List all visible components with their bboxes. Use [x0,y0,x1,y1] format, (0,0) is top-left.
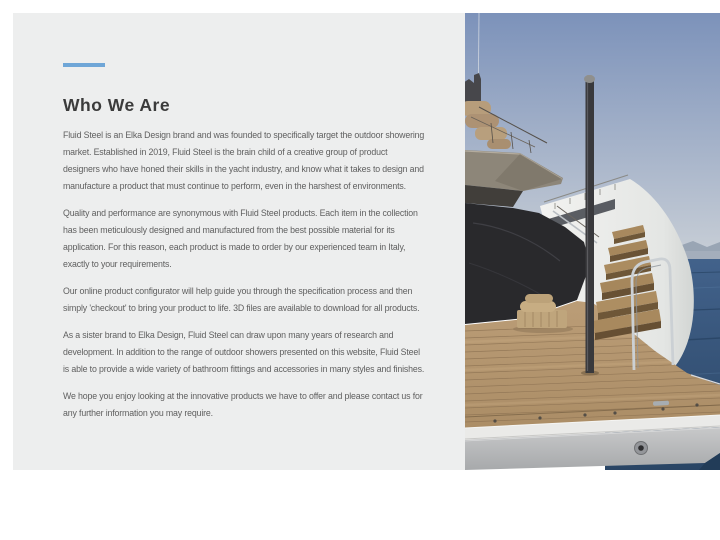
hero-image [465,13,720,470]
paragraph-line: has been meticulously designed and manufactured from the best possible material for its [63,225,395,235]
paragraph-line: market. Established in 2019, Fluid Steel is the brain child of a creative group of product [63,147,388,157]
paragraph-line: Our online product configurator will help guide you through the specification process and then [63,286,413,296]
paragraph [63,283,443,317]
accent-line [63,63,105,67]
paragraph [63,388,443,422]
paragraph-line: manufacture a product that must continue to perform, even in the harshest of environments. [63,181,406,191]
paragraph [63,127,443,195]
paragraph-line: application. For this reason, each product is made to order by our experienced team in Italy, [63,242,406,252]
paragraph-line: is able to provide a wide variety of bathroom fittings and accessories in many styles and finishes. [63,364,425,374]
paragraph-line: Quality and performance are synonymous with Fluid Steel products. Each item in the collection [63,208,418,218]
paragraph [63,327,443,378]
paragraph-line: development. In addition to the range of outdoor showers presented on this website, Fluid Steel [63,347,420,357]
about-section [13,13,465,470]
paragraph-line: exactly to your requirements. [63,259,172,269]
page-title: Who We Are [63,95,171,115]
paragraph-line: simply 'checkout' to bring your product to life. 3D files are available to download for all products. [63,303,420,313]
deck-cleat [653,401,669,406]
paragraph [63,205,443,273]
content-card [13,13,720,470]
paragraph-line: We hope you enjoy looking at the innovative products we have to offer and please contact us for [63,391,423,401]
paragraph-line: designers who have honed their skills in the yacht industry, and know what it takes to design and [63,164,424,174]
about-paragraphs [63,127,443,422]
yacht-illustration [465,13,720,470]
paragraph-line: any further information you may require. [63,408,213,418]
paragraph-line: Fluid Steel is an Elka Design brand and was founded to specifically target the outdoor showering [63,130,425,140]
paragraph-line: As a sister brand to Elka Design, Fluid Steel can draw upon many years of research and [63,330,394,340]
